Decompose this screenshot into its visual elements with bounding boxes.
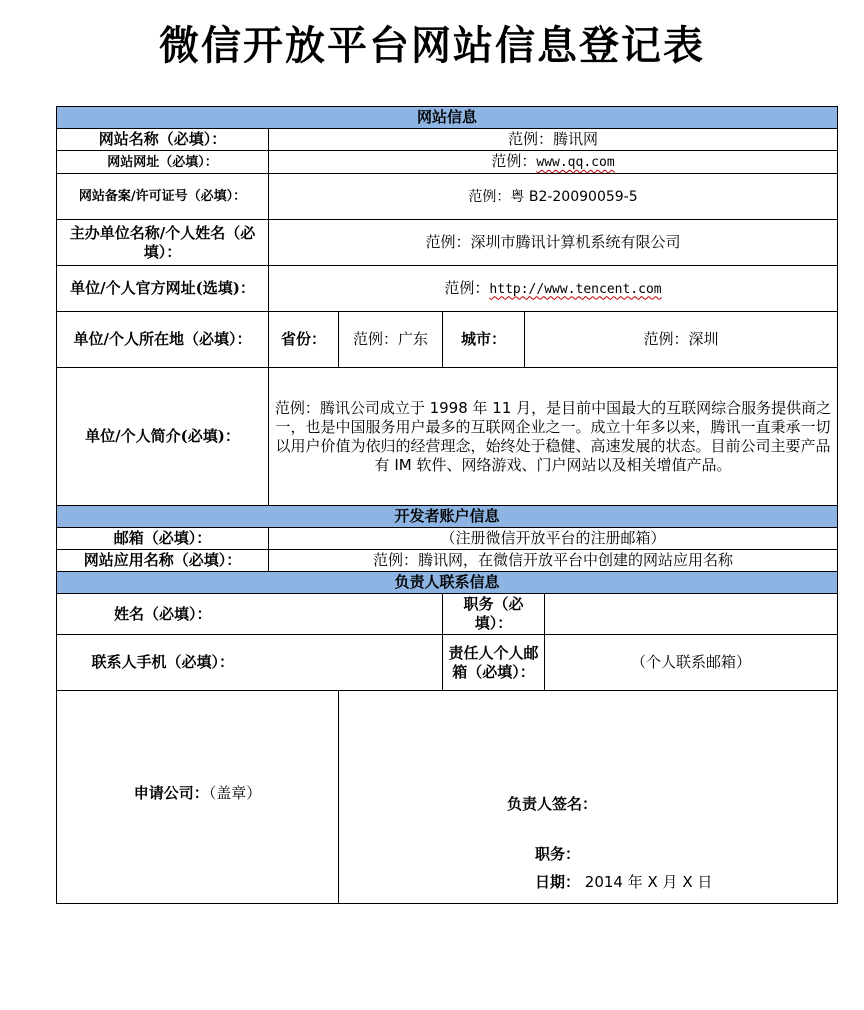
page-title: 微信开放平台网站信息登记表 (159, 22, 705, 69)
org-name-label: 主办单位名称/个人姓名（必填）： (57, 220, 269, 266)
registration-form-table (56, 106, 838, 904)
province-label: 省份： (269, 312, 339, 368)
company-stamp-hint: （盖章） (208, 783, 262, 802)
org-name-field[interactable]: 范例：深圳市腾讯计算机系统有限公司 (269, 220, 838, 266)
website-icp-value: 范例：粤 B2-20090059-5 (468, 188, 638, 205)
contact-phone-field[interactable] (269, 635, 443, 691)
official-url-field[interactable] (269, 266, 838, 312)
location-label: 单位/个人所在地（必填）： (57, 312, 269, 368)
website-name-label: 网站名称（必填）： (57, 129, 269, 151)
signer-date (535, 873, 712, 892)
company-stamp-area[interactable] (57, 691, 339, 904)
contact-name-label: 姓名（必填）： (57, 594, 269, 635)
website-icp-label: 网站备案/许可证号（必填）： (57, 174, 269, 220)
app-name-label: 网站应用名称（必填）： (57, 550, 269, 572)
section-header-website: 网站信息 (57, 107, 838, 129)
company-label: 申请公司： (133, 783, 209, 802)
section-header-developer: 开发者账户信息 (57, 506, 838, 528)
section-header-contact: 负责人联系信息 (57, 572, 838, 594)
city-field[interactable]: 范例：深圳 (525, 312, 838, 368)
date-label: 日期： (535, 873, 581, 891)
website-url-label: 网站网址（必填）： (57, 151, 269, 174)
website-icp-field[interactable] (269, 174, 838, 220)
date-value: 2014 年 X 月 X 日 (584, 873, 713, 891)
intro-field[interactable]: 范例：腾讯公司成立于 1998 年 11 月，是目前中国最大的互联网综合服务提供商之一，也是中国服务用户最多的互联网企业之一。成立十年多以来，腾讯一直秉承一切以用户价值为依归的经营理念，始终处于稳健、高速发展的状态。目前公司主要产品有 IM 软件、网络游戏、门户网站以及相关增值产品。 (269, 368, 838, 506)
contact-email-field[interactable]: （个人联系邮箱） (545, 635, 838, 691)
contact-email-label: 责任人个人邮箱（必填）： (443, 635, 545, 691)
official-url-prefix: 范例： (444, 278, 490, 297)
official-url-label: 单位/个人官方网址(选填)： (57, 266, 269, 312)
contact-position-field[interactable] (545, 594, 838, 635)
contact-position-label: 职务（必填）： (443, 594, 545, 635)
intro-label: 单位/个人简介(必填)： (57, 368, 269, 506)
signer-area[interactable] (339, 691, 838, 904)
website-url-field[interactable] (269, 151, 838, 174)
developer-email-field[interactable]: （注册微信开放平台的注册邮箱） (269, 528, 838, 550)
official-url-value: http://www.tencent.com (489, 281, 662, 297)
website-name-field[interactable]: 范例：腾讯网 (269, 129, 838, 151)
signer-position-label: 职务： (535, 845, 581, 863)
signer-label: 负责人签名： (507, 795, 598, 813)
developer-email-label: 邮箱（必填）： (57, 528, 269, 550)
province-field[interactable]: 范例：广东 (339, 312, 443, 368)
contact-phone-label: 联系人手机（必填）： (57, 635, 269, 691)
website-url-value: www.qq.com (536, 155, 615, 170)
app-name-field[interactable]: 范例：腾讯网，在微信开放平台中创建的网站应用名称 (269, 550, 838, 572)
contact-name-field[interactable] (269, 594, 443, 635)
website-url-prefix: 范例： (491, 152, 537, 170)
city-label: 城市： (443, 312, 525, 368)
